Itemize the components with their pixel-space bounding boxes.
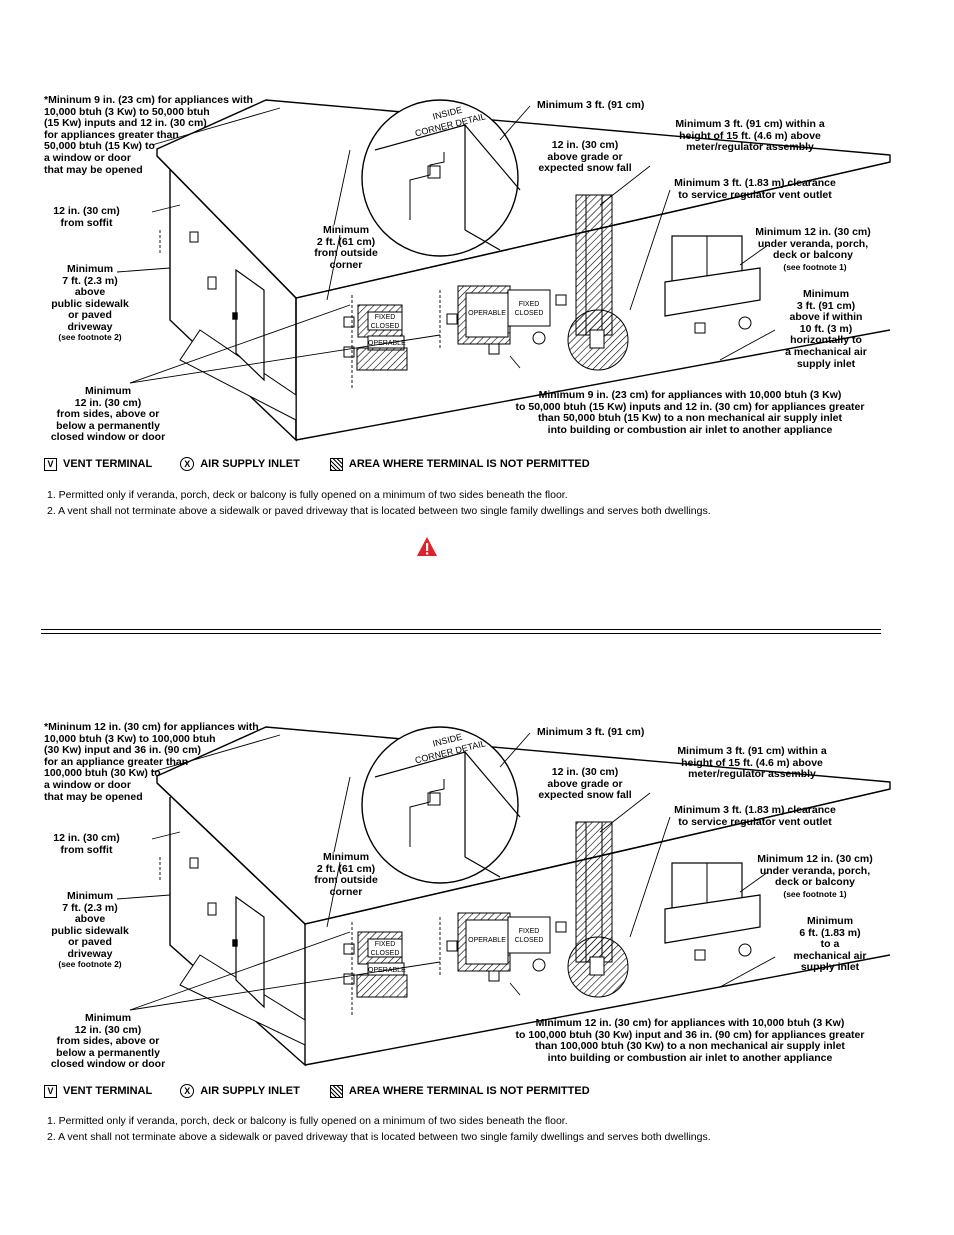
d1-regulator: Minimum 3 ft. (1.83 m) clearance to service regulator vent outlet: [674, 177, 836, 201]
d1-grade: 12 in. (30 cm) above grade or expected snow fall: [538, 139, 632, 175]
d2-sidewalk: Minimum 7 ft. (2.3 m) above public sidewalk or paved driveway: [51, 890, 129, 960]
d1-legend-area-label: AREA WHERE TERMINAL IS NOT PERMITTED: [348, 457, 590, 470]
d2-legend-area-label: AREA WHERE TERMINAL IS NOT PERMITTED: [348, 1084, 590, 1097]
d2-meter: Minimum 3 ft. (91 cm) within a height of 15 ft. (4.6 m) above meter/regulator assembly: [677, 745, 827, 781]
d1-min3ft: Minimum 3 ft. (91 cm): [537, 99, 645, 111]
d1-corner: Minimum 2 ft. (61 cm) from outside corner: [314, 224, 378, 271]
d1-closed-window: Minimum 12 in. (30 cm) from sides, above or below a permanently closed window or door: [50, 385, 166, 444]
d1-inside-corner: INSIDE CORNER DETAIL: [413, 104, 487, 139]
d2-footnote-2: 2. A vent shall not terminate above a sidewalk or paved driveway that is located between two single family dwellings and serves both dwellings.: [47, 1131, 711, 1143]
d2-bottom: MInimum 12 in. (30 cm) for appliances with 10,000 btuh (3 Kw) to 100,000 btuh (30 Kw) input and 36 in. (90 cm) for appliances greater than 100,000 btuh (30 Kw) to a non mechanical air supply inlet into building or combustion air inlet to another appliance: [515, 1017, 865, 1064]
d2-corner: Minimum 2 ft. (61 cm) from outside corner: [314, 851, 378, 898]
d2-mech: Minimum 6 ft. (1.83 m) to a mechanical air supply inlet: [793, 915, 867, 974]
d1-mech: Minimum 3 ft. (91 cm) above if within 10 ft. (3 m) horizontally to a mechanical air supply inlet: [785, 288, 867, 370]
d2-window-fixed-mid: FIXED CLOSED: [514, 928, 544, 944]
d2-grade: 12 in. (30 cm) above grade or expected snow fall: [538, 766, 632, 802]
d1-legend-vent-label: VENT TERMINAL: [63, 457, 153, 470]
d1-meter: Minimum 3 ft. (91 cm) within a height of 15 ft. (4.6 m) above meter/regulator assembly: [675, 118, 825, 154]
d1-window-fixed-mid: FIXED CLOSED: [514, 301, 544, 317]
d1-legend-air-label: AIR SUPPLY INLET: [200, 457, 300, 470]
d1-footnote-2: 2. A vent shall not terminate above a sidewalk or paved driveway that is located between two single family dwellings and serves both dwellings.: [47, 505, 711, 517]
d2-closed-window: Minimum 12 in. (30 cm) from sides, above or below a permanently closed window or door: [50, 1012, 166, 1071]
d2-legend: [44, 1084, 590, 1098]
d2-min3ft: Minimum 3 ft. (91 cm): [537, 726, 645, 738]
d1-soffit: 12 in. (30 cm) from soffit: [53, 205, 120, 229]
d2-legend-vent-label: VENT TERMINAL: [63, 1084, 153, 1097]
d2-legend-area: [330, 1085, 590, 1098]
d1-sidewalk: Minimum 7 ft. (2.3 m) above public sidewalk or paved driveway: [51, 263, 129, 333]
d1-sidewalk-fn: (see footnote 2): [58, 332, 122, 342]
d2-window-fixed: FIXED CLOSED: [370, 941, 400, 957]
d2-regulator: Minimum 3 ft. (1.83 m) clearance to service regulator vent outlet: [674, 804, 836, 828]
d2-legend-vent: [44, 1085, 152, 1098]
d1-window-fixed: FIXED CLOSED: [370, 314, 400, 330]
d2-soffit: 12 in. (30 cm) from soffit: [53, 832, 120, 856]
vent-terminal-icon: V: [44, 458, 57, 471]
air-supply-inlet-icon: X: [180, 1084, 194, 1098]
d1-bottom: Minimum 9 in. (23 cm) for appliances with 10,000 btuh (3 Kw) to 50,000 btuh (15 Kw) inputs and 12 in. (30 cm) for appliances greater than 50,000 btuh (15 Kw) to a non mechanical air supply inlet into building or combustion air inlet to another appliance: [515, 389, 865, 436]
d1-window-operable-mid: OPERABLE: [468, 310, 506, 317]
d2-note: *Mininum 12 in. (30 cm) for appliances with 10,000 btuh (3 Kw) to 100,000 btuh (30 Kw) input and 36 in. (90 cm) for an appliance greater than 100,000 btuh (30 Kw) to a window or door that may be opened: [44, 721, 259, 803]
d2-legend-air: [180, 1084, 300, 1098]
d2-inside-corner: INSIDE CORNER DETAIL: [413, 731, 487, 766]
d1-veranda-fn: (see footnote 1): [783, 262, 847, 272]
d2-veranda: Minimum 12 in. (30 cm) under veranda, porch, deck or balcony: [757, 853, 873, 889]
vent-terminal-icon: V: [44, 1085, 57, 1098]
d2-window-operable-mid: OPERABLE: [468, 937, 506, 944]
d2-veranda-fn: (see footnote 1): [783, 889, 847, 899]
d2-footnote-1: 1. Permitted only if veranda, porch, deck or balcony is fully opened on a minimum of two sides beneath the floor.: [47, 1115, 568, 1127]
hatch-area-icon: [330, 1085, 343, 1098]
d1-veranda: Minimum 12 in. (30 cm) under veranda, porch, deck or balcony: [755, 226, 871, 262]
d1-note: *Mininum 9 in. (23 cm) for appliances with 10,000 btuh (3 Kw) to 50,000 btuh (15 Kw) inputs and 12 in. (30 cm) for appliances greater than 50,000 btuh (15 Kw) to a window or door that may be opened: [44, 94, 253, 176]
d2-legend-air-label: AIR SUPPLY INLET: [200, 1084, 300, 1097]
d2-sidewalk-fn: (see footnote 2): [58, 959, 122, 969]
d2-window-operable: OPERABLE: [368, 967, 406, 974]
air-supply-inlet-icon: X: [180, 457, 194, 471]
d1-window-operable: OPERABLE: [368, 340, 406, 347]
d1-footnote-1: 1. Permitted only if veranda, porch, deck or balcony is fully opened on a minimum of two sides beneath the floor.: [47, 489, 568, 501]
